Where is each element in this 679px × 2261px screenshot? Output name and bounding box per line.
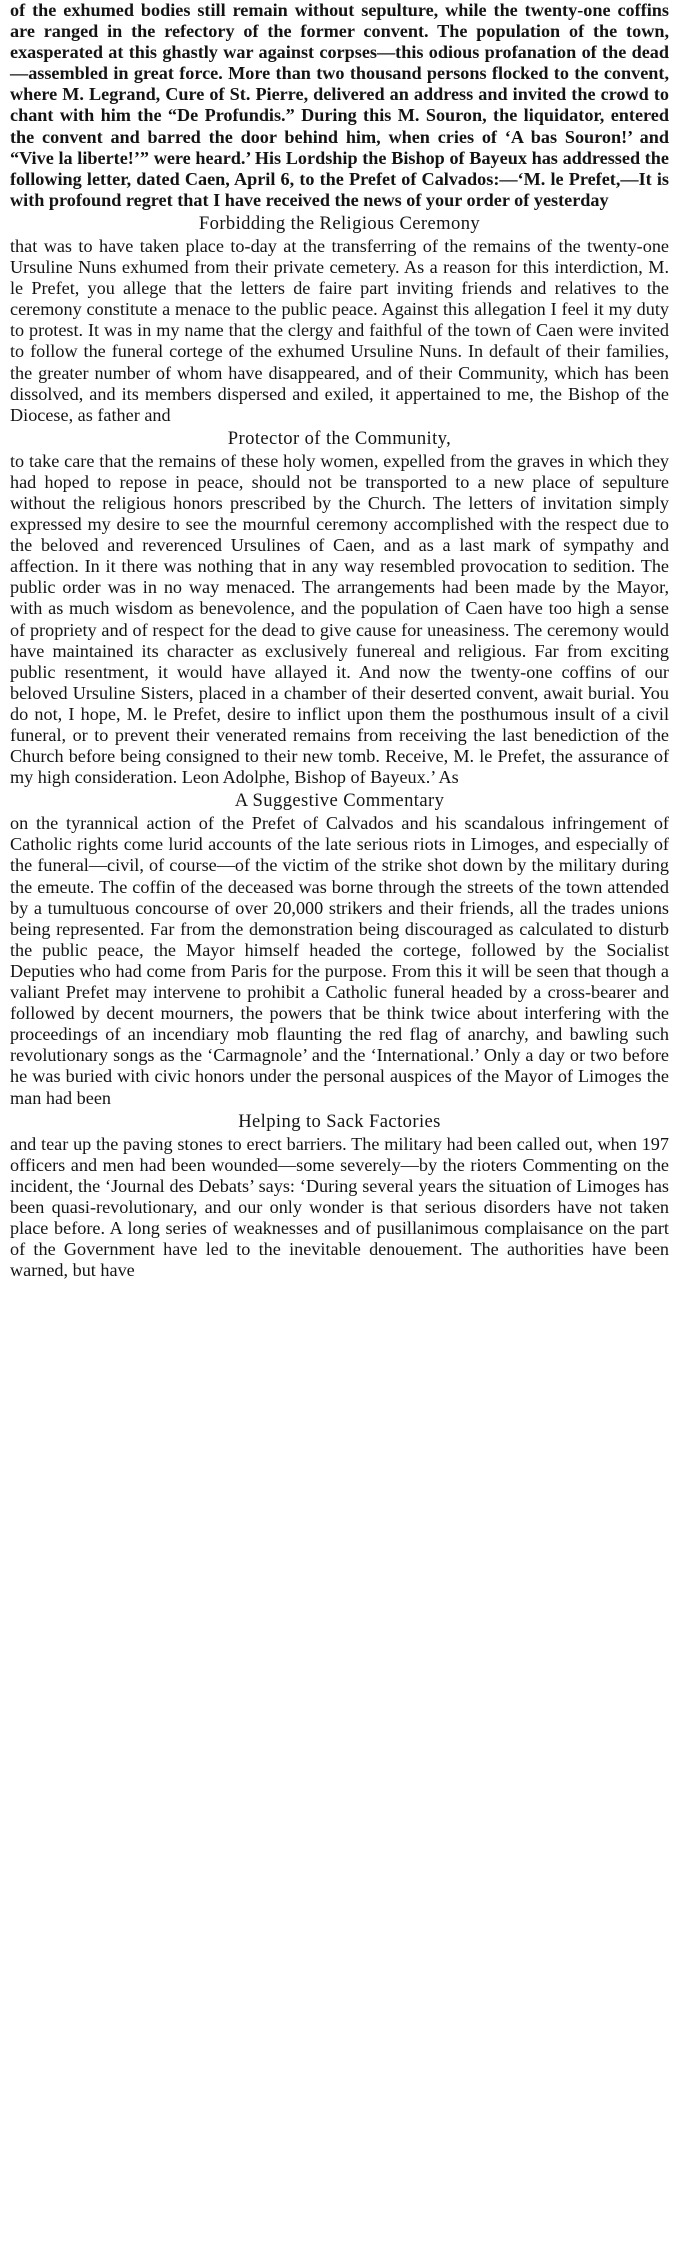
section-heading: A Suggestive Commentary bbox=[234, 790, 445, 812]
section-paragraph: and tear up the paving stones to erect barriers. The military had been called out, when 197 officers and men had been wounded—some severely—by the rioters Commenting on the incident, the ‘Journal des Debats’ says: ‘During several years the situation of Limoges has been quasi-revolutionary, and our only wonder is that serious disorders have not taken place before. A long series of weaknesses and of pusillanimous complaisance on the part of the Government have led to the inevitable denouement. The authorities have been warned, but have bbox=[10, 1133, 669, 1281]
section-paragraph: to take care that the remains of these holy women, expelled from the graves in which they had hoped to repose in peace, should not be transported to a new place of sepulture without the religious honors prescribed by the Church. The letters of invitation simply expressed my desire to see the mournful ceremony accomplished with the respect due to the beloved and reverenced Ursulines of Caen, and as a last mark of sympathy and affection. In it there was nothing that in any way resembled provocation to sedition. The public order was in no way menaced. The arrangements had been made by the Mayor, with as much wisdom as benevolence, and the population of Caen have too high a sense of propriety and of respect for the dead to give cause for uneasiness. The ceremony would have maintained its character as exclusively funereal and religious. Far from exciting public resentment, it would have allayed it. And now the twenty-one coffins of our beloved Ursuline Sisters, placed in a chamber of their deserted convent, await burial. You do not, I hope, M. le Prefet, desire to inflict upon them the posthumous insult of a civil funeral, or to prevent their venerated remains from receiving the last benediction of the Church before being consigned to their new tomb. Receive, M. le Prefet, the assurance of my high consideration. Leon Adolphe, Bishop of Bayeux.’ As bbox=[10, 450, 669, 788]
section-paragraph: on the tyrannical action of the Prefet of Calvados and his scandalous infringement of Catholic rights come lurid accounts of the late serious riots in Limoges, and especially of the funeral—civil, of course—of the victim of the strike shot down by the military during the emeute. The coffin of the deceased was borne through the streets of the town attended by a tumultuous concourse of over 20,000 strikers and their friends, all the trades unions being represented. Far from the demonstration being discouraged as calculated to disturb the public peace, the Mayor himself headed the cortege, followed by the Socialist Deputies who had come from Paris for the purpose. From this it will be seen that though a valiant Prefet may intervene to prohibit a Catholic funeral headed by a cross-bearer and followed by decent mourners, the powers that be think twice about interfering with the proceedings of an incendiary mob flaunting the red flag of anarchy, and bawling such revolutionary songs as the ‘Carmagnole’ and the ‘International.’ Only a day or two before he was buried with civic honors under the personal auspices of the Mayor of Limoges the man had been bbox=[10, 813, 669, 1108]
section-heading: Protector of the Community, bbox=[227, 427, 452, 449]
intro-paragraph: of the exhumed bodies still remain without sepulture, while the twenty-one coffins are ranged in the refectory of the former convent. The population of the town, exasperated at this ghastly war against corpses—this odious profanation of the dead—assembled in great force. More than two thousand persons flocked to the convent, where M. Legrand, Cure of St. Pierre, delivered an address and invited the crowd to chant with him the “De Profundis.” During this M. Souron, the liquidator, entered the convent and barred the door behind him, when cries of ‘A bas Souron!’ and “Vive la liberte!’” were heard.’ His Lordship the Bishop of Bayeux has addressed the following letter, dated Caen, April 6, to the Prefet of Calvados:—‘M. le Prefet,—It is with profound regret that I have received the news of your order of yesterday bbox=[10, 0, 669, 210]
section-heading: Forbidding the Religious Ceremony bbox=[198, 212, 481, 234]
section-heading: Helping to Sack Factories bbox=[238, 1110, 441, 1132]
newspaper-column bbox=[10, 0, 669, 1281]
section-paragraph: that was to have taken place to-day at the transferring of the remains of the twenty-one Ursuline Nuns exhumed from their private cemetery. As a reason for this interdiction, M. le Prefet, you allege that the letters de faire part inviting friends and relatives to the ceremony constitute a menace to the public peace. Against this allegation I feel it my duty to protest. It was in my name that the clergy and faithful of the town of Caen were invited to follow the funeral cortege of the exhumed Ursuline Nuns. In default of their families, the greater number of whom have disappeared, and of their Community, which has been dissolved, and its members dispersed and exiled, it appertained to me, the Bishop of the Diocese, as father and bbox=[10, 235, 669, 425]
